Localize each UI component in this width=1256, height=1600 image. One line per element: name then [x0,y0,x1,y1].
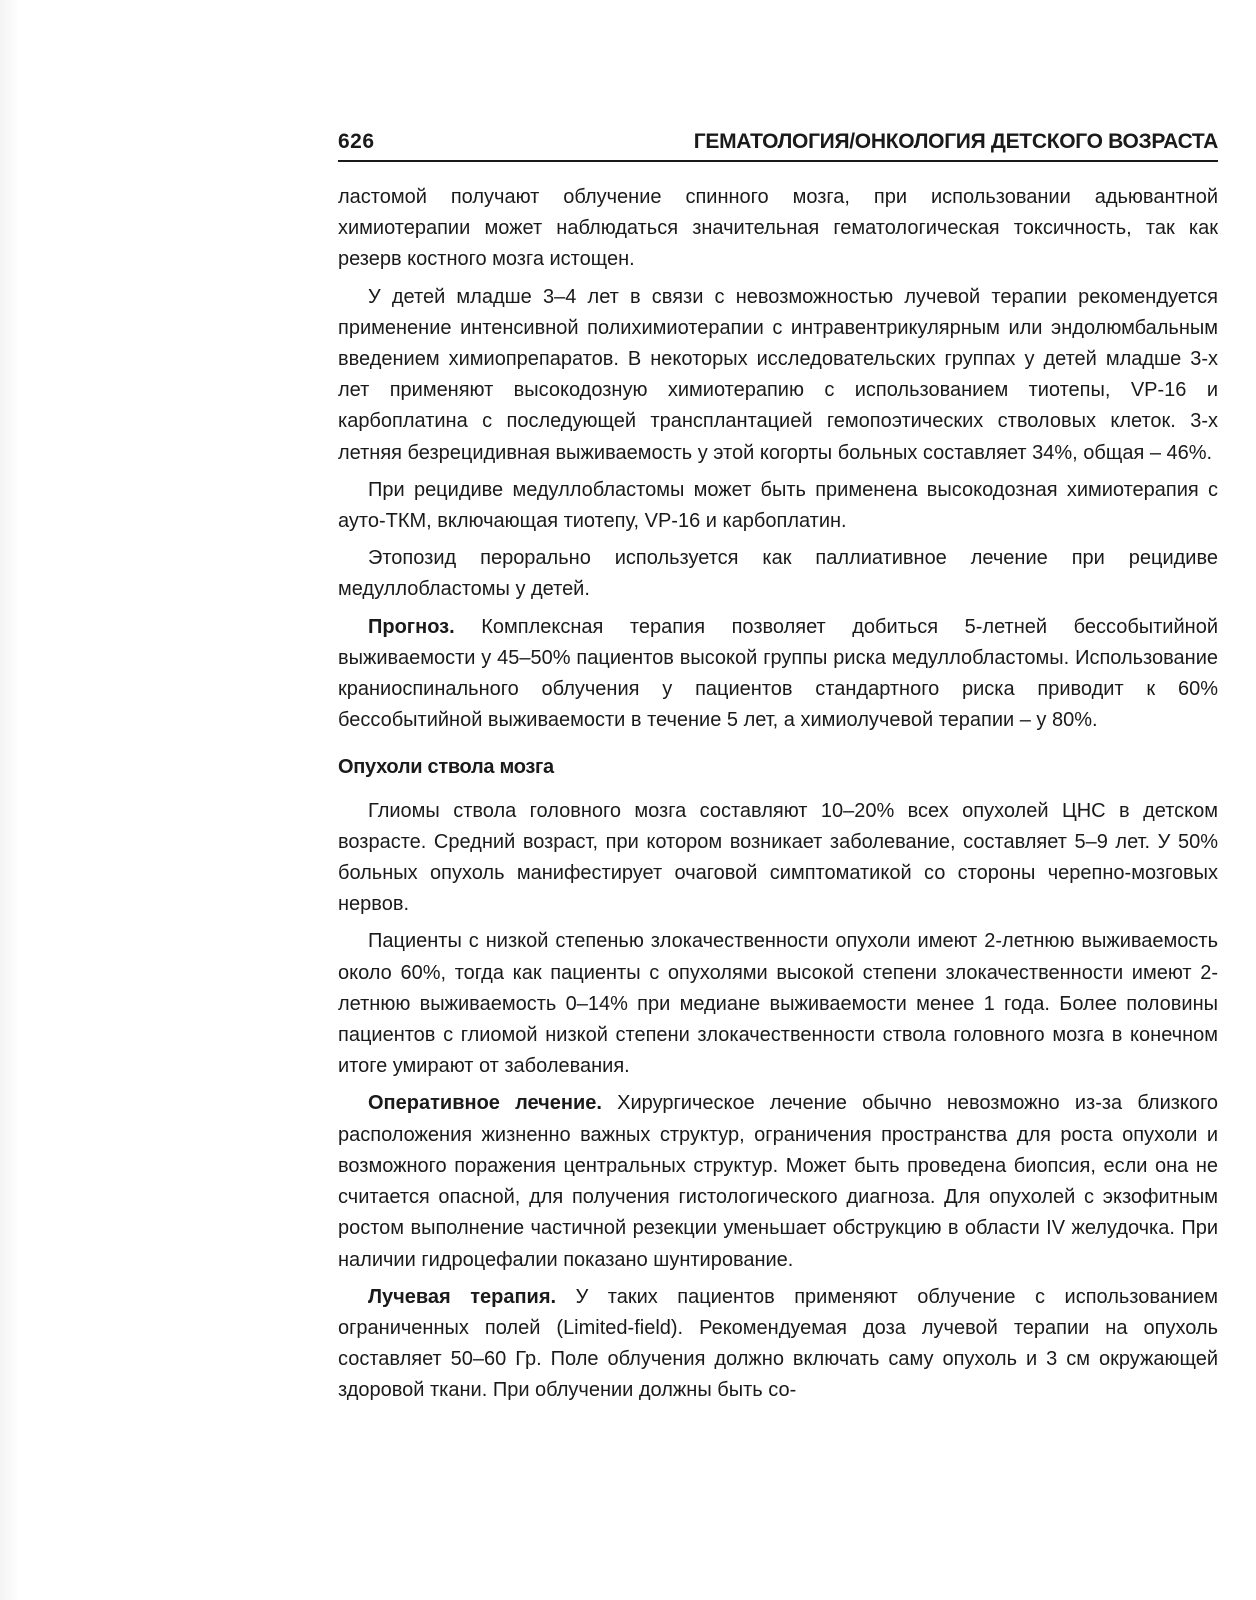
section-heading: Опухоли ствола мозга [338,756,554,779]
prognosis-lead: Прогноз. [368,615,455,638]
running-header [338,128,1218,162]
radiotherapy-lead: Лучевая терапия. [368,1285,557,1308]
paragraph-relapse-therapy: При рецидиве медуллобластомы может быть применена высокодозная химиотерапия с ауто-ТКМ, включающая тиотепу, VP-16 и карбоплатин. [338,478,1218,533]
page-edge-shadow [0,0,20,1600]
paragraph-young-children-therapy: У детей младше 3–4 лет в связи с невозможностью лучевой терапии рекомендуется применение интенсивной полихимиотерапии с интравентрикулярным или эндолюмбальным введением химиопрепаратов. В некоторых исследовательских группах у детей младше 3-х лет применяют высокодозную химиотерапию с использованием тиотепы, VP-16 и карбоплатина с последующей трансплантацией гемопоэтических стволовых клеток. 3-х летняя безрецидивная выживаемость у этой когорты больных составляет 34%, общая – 46%. [338,285,1218,464]
radiotherapy-text: У таких пациентов применяют облучение с использованием ограниченных полей (Limited-field). Рекомендуемая доза лучевой терапии на опухоль составляет 50–60 Гр. Поле облучения должно включать саму опухоль и 3 см окружающей здоровой ткани. При облучении должны быть со- [338,1285,1218,1402]
prognosis-text: Комплексная терапия позволяет добиться 5-летней бессобытийной выживаемости у 45–50% пациентов высокой группы риска медуллобластомы. Использование краниоспинального облучения у пациентов стандартного риска приводит к 60% бессобытийной выживаемости в течение 5 лет, а химиолучевой терапии – у 80%. [338,615,1218,732]
running-title: ГЕМАТОЛОГИЯ/ОНКОЛОГИЯ ДЕТСКОГО ВОЗРАСТА [693,130,1218,153]
paragraph-etoposide: Этопозид перорально используется как паллиативное лечение при рецидиве медуллобластомы у детей. [338,547,1218,601]
paragraph-brainstem-gliomas: Глиомы ствола головного мозга составляют 10–20% всех опухолей ЦНС в детском возрасте. Средний возраст, при котором возникает заболевание, составляет 5–9 лет. У 50% больных опухоль манифестирует очаговой симптоматикой со стороны черепно-мозговых нервов. [338,799,1218,916]
paragraph-radiotherapy [338,1282,1218,1407]
surgery-lead: Оперативное лечение. [368,1092,602,1115]
paragraph-continuation: ластомой получают облучение спинного мозга, при использовании адьювантной химиотерапии может наблюдаться значительная гематологическая токсичность, так как резерв костного мозга истощен. [338,186,1218,271]
paragraph-surgery [338,1088,1218,1275]
page-body [338,182,1218,1413]
paragraph-prognosis [338,612,1218,737]
page-number: 626 [338,130,375,153]
paragraph-survival: Пациенты с низкой степенью злокачественности опухоли имеют 2-летнюю выживаемость около 60%, тогда как пациенты с опухолями высокой степени злокачественности имеют 2-летнюю выживаемость 0–14% при медиане выживаемости менее 1 года. Более половины пациентов с глиомой низкой степени злокачественности ствола головного мозга в конечном итоге умирают от заболевания. [338,930,1218,1078]
surgery-text: Хирургическое лечение обычно невозможно из-за близкого расположения жизненно важных структур, ограничения пространства для роста опухоли и возможного поражения центральных структур. Может быть проведена биопсия, если она не считается опасной, для получения гистологического диагноза. Для опухолей с экзофитным ростом выполнение частичной резекции уменьшает обструкцию в области IV желудочка. При наличии гидроцефалии показано шунтирование. [338,1092,1219,1271]
